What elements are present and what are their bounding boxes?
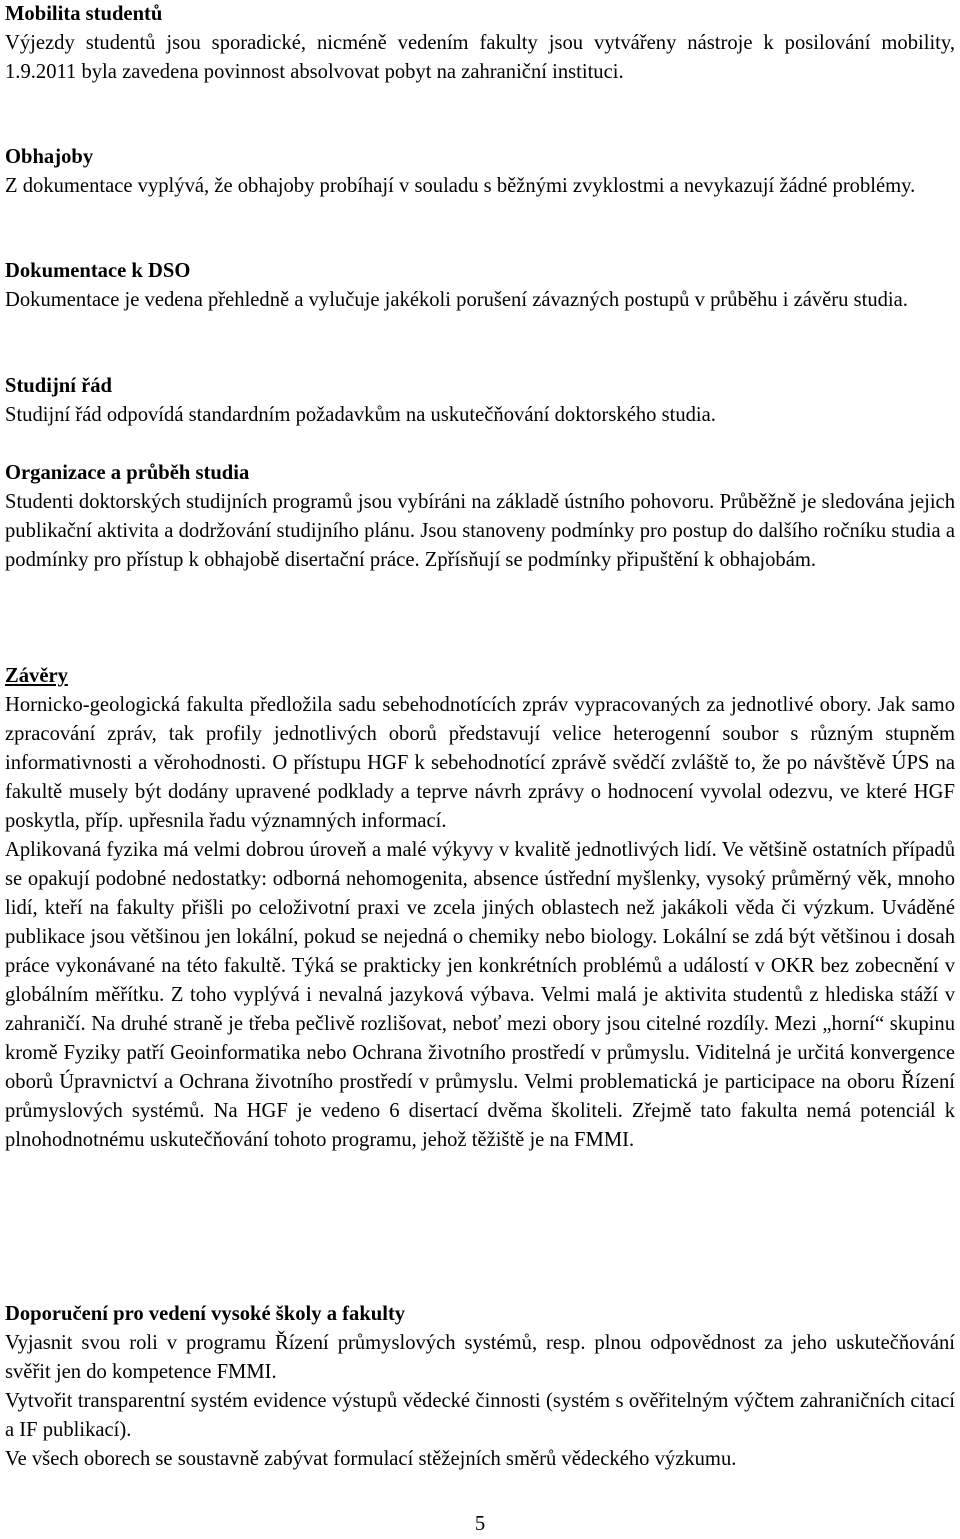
section-dokumentace-dso bbox=[5, 257, 955, 315]
section-zavery bbox=[5, 662, 955, 1155]
section-paragraph: Dokumentace je vedena přehledně a vylučuje jakékoli porušení závazných postupů v průběhu i závěru studia. bbox=[5, 289, 908, 311]
section-paragraph: Aplikovaná fyzika má velmi dobrou úroveň a malé výkyvy v kvalitě jednotlivých lidí. Ve většině ostatních případů se opakují podobné nedostatky: odborná nehomogenita, absence ústřední myšlenky, vysoký průměrný věk, mnoho lidí, kteří na fakulty přišli po celoživotní praxi ve zcela jiných oblastech než jakákoli věda či výzkum. Uváděné publikace jsou většinou jen lokální, pokud se nejedná o chemiky nebo biology. Lokální se zdá být většinou i dosah práce vykonávané na této fakultě. Týká se prakticky jen konkrétních problémů a událostí v OKR bez zobecnění v globálním měřítku. Z toho vyplývá i nevalná jazyková výbava. Velmi malá je aktivita studentů z hlediska stáží v zahraničí. Na druhé straně je třeba pečlivě rozlišovat, neboť mezi obory jsou citelné rozdíly. Mezi „horní“ skupinu kromě Fyziky patří Geoinformatika nebo Ochrana životního prostředí v průmyslu. Viditelná je určitá konvergence oborů Úpravnictví a Ochrana životního prostředí v průmyslu. Velmi problematická je participace na oboru Řízení průmyslových systémů. Na HGF je vedeno 6 disertací dvěma školiteli. Zřejmě tato fakulta nemá potenciál k plnohodnotnému uskutečňování tohoto programu, jehož těžiště je na FMMI. bbox=[5, 839, 955, 1151]
section-paragraph: Vytvořit transparentní systém evidence výstupů vědecké činnosti (systém s ověřitelným výčtem zahraničních citací a IF publikací). bbox=[5, 1390, 955, 1441]
section-heading: Mobilita studentů bbox=[5, 3, 163, 25]
page-number: 5 bbox=[474, 1513, 486, 1535]
section-heading: Doporučení pro vedení vysoké školy a fakulty bbox=[5, 1303, 406, 1325]
section-heading: Studijní řád bbox=[5, 375, 113, 397]
section-paragraph: Studijní řád odpovídá standardním požadavkům na uskutečňování doktorského studia. bbox=[5, 404, 716, 426]
section-mobilita bbox=[5, 0, 955, 87]
section-paragraph: Hornicko-geologická fakulta předložila sadu sebehodnotících zpráv vypracovaných za jednotlivé obory. Jak samo zpracování zpráv, tak profily jednotlivých oborů představují velice heterogenní soubor s různým stupněm informativnosti a věrohodnosti. O přístupu HGF k sebehodnotící zprávě svědčí zvláště to, že po návštěvě ÚPS na fakultě musely být dodány upravené podklady a teprve návrh zprávy o hodnocení vyvolal odezvu, ve které HGF poskytla, příp. upřesnila řadu významných informací. bbox=[5, 694, 955, 832]
section-obhajoby bbox=[5, 143, 955, 201]
section-heading: Závěry bbox=[5, 665, 68, 687]
section-heading: Obhajoby bbox=[5, 146, 94, 168]
section-paragraph: Studenti doktorských studijních programů jsou vybíráni na základě ústního pohovoru. Průběžně je sledována jejich publikační aktivita a dodržování studijního plánu. Jsou stanoveny podmínky pro postup do dalšího ročníku studia a podmínky pro přístup k obhajobě disertační práce. Zpřísňují se podmínky připuštění k obhajobám. bbox=[5, 491, 955, 571]
section-paragraph: Vyjasnit svou roli v programu Řízení průmyslových systémů, resp. plnou odpovědnost za jeho uskutečňování svěřit jen do kompetence FMMI. bbox=[5, 1332, 955, 1383]
section-doporuceni bbox=[5, 1300, 955, 1474]
section-heading: Dokumentace k DSO bbox=[5, 260, 191, 282]
section-studijni-rad bbox=[5, 372, 955, 430]
section-heading: Organizace a průběh studia bbox=[5, 462, 250, 484]
section-paragraph: Ve všech oborech se soustavně zabývat formulací stěžejních směrů vědeckého výzkumu. bbox=[5, 1448, 737, 1470]
section-paragraph: Výjezdy studentů jsou sporadické, nicméně vedením fakulty jsou vytvářeny nástroje k posilování mobility, 1.9.2011 byla zavedena povinnost absolvovat pobyt na zahraniční instituci. bbox=[5, 32, 955, 83]
section-organizace-studia bbox=[5, 459, 955, 575]
section-paragraph: Z dokumentace vyplývá, že obhajoby probíhají v souladu s běžnými zvyklostmi a nevykazují žádné problémy. bbox=[5, 175, 916, 197]
